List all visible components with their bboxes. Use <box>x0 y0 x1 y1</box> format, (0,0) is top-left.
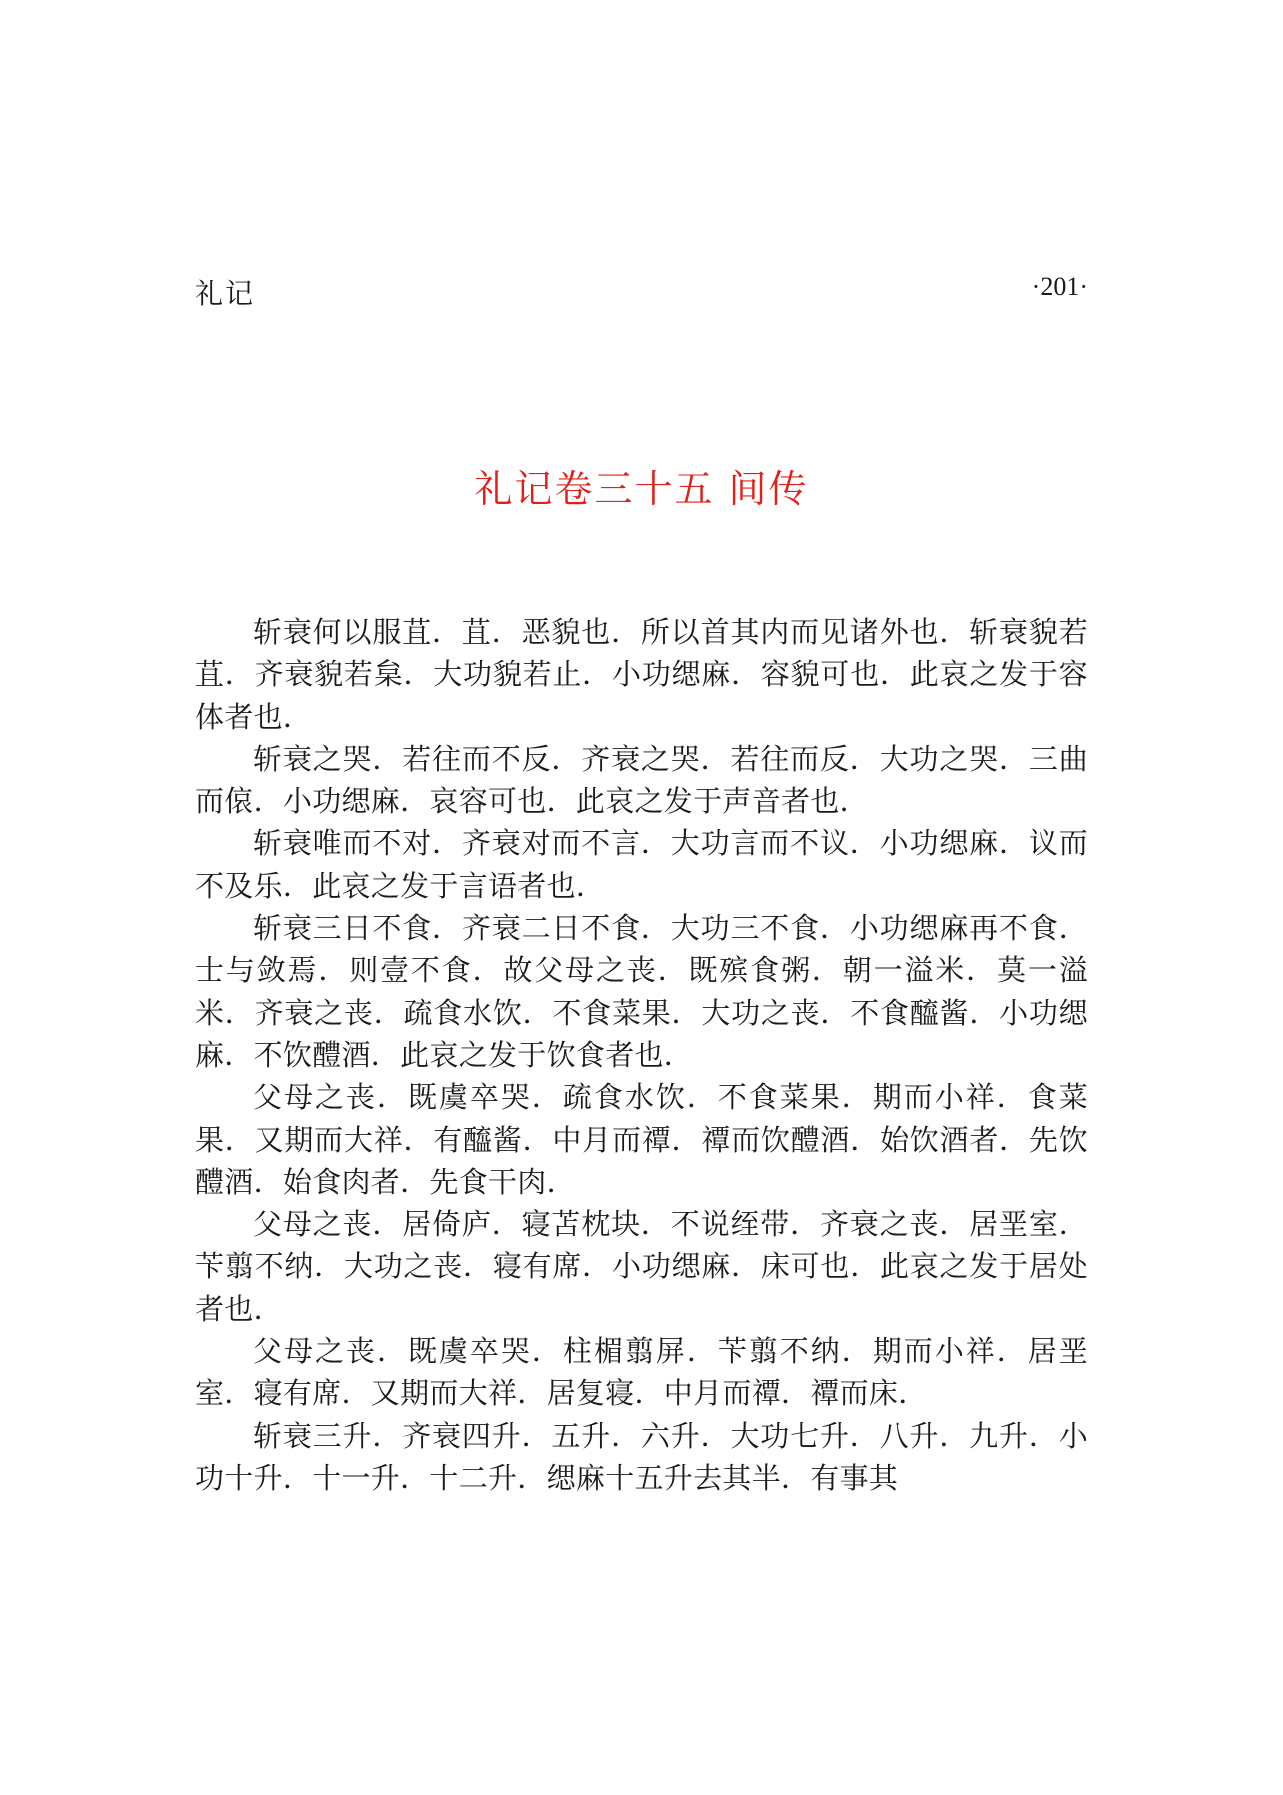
book-name: 礼记 <box>195 277 256 310</box>
paragraph: 父母之丧．居倚庐．寝苫枕块．不说绖带．齐衰之丧．居垩室．苄翦不纳．大功之丧．寝有席．小功缌麻．床可也．此哀之发于居处者也． <box>195 1207 1088 1326</box>
paragraph: 斩衰三升．齐衰四升．五升．六升．大功七升．八升．九升．小功十升．十一升．十二升．缌麻十五升去其半．有事其 <box>195 1418 1088 1495</box>
chapter-title: 礼记卷三十五 间传 <box>474 467 809 511</box>
paragraph: 斩衰唯而不对．齐衰对而不言．大功言而不议．小功缌麻．议而不及乐．此哀之发于言语者也． <box>195 826 1088 903</box>
paragraph: 斩衰之哭．若往而不反．齐衰之哭．若往而反．大功之哭．三曲而偯．小功缌麻．哀容可也．此哀之发于声音者也． <box>195 741 1088 819</box>
body-text <box>195 611 1088 1499</box>
running-header <box>195 272 1088 312</box>
paragraph: 父母之丧．既虞卒哭．疏食水饮．不食菜果．期而小祥．食菜果．又期而大祥．有醯酱．中月而禫．禫而饮醴酒．始饮酒者．先饮醴酒．始食肉者．先食干肉． <box>195 1080 1088 1199</box>
paragraph: 父母之丧．既虞卒哭．柱楣翦屏．苄翦不纳．期而小祥．居垩室．寝有席．又期而大祥．居复寝．中月而禫．禫而床． <box>195 1334 1088 1411</box>
page-number: ·201· <box>1031 272 1088 301</box>
paragraph: 斩衰三日不食．齐衰二日不食．大功三不食．小功缌麻再不食．士与敛焉．则壹不食．故父母之丧．既殡食粥．朝一溢米．莫一溢米．齐衰之丧．疏食水饮．不食菜果．大功之丧．不食醯酱．小功缌麻．不饮醴酒．此哀之发于饮食者也． <box>195 911 1088 1072</box>
paragraph: 斩衰何以服苴．苴．恶貌也．所以首其内而见诸外也．斩衰貌若苴．齐衰貌若枲．大功貌若止．小功缌麻．容貌可也．此哀之发于容体者也． <box>195 615 1088 734</box>
